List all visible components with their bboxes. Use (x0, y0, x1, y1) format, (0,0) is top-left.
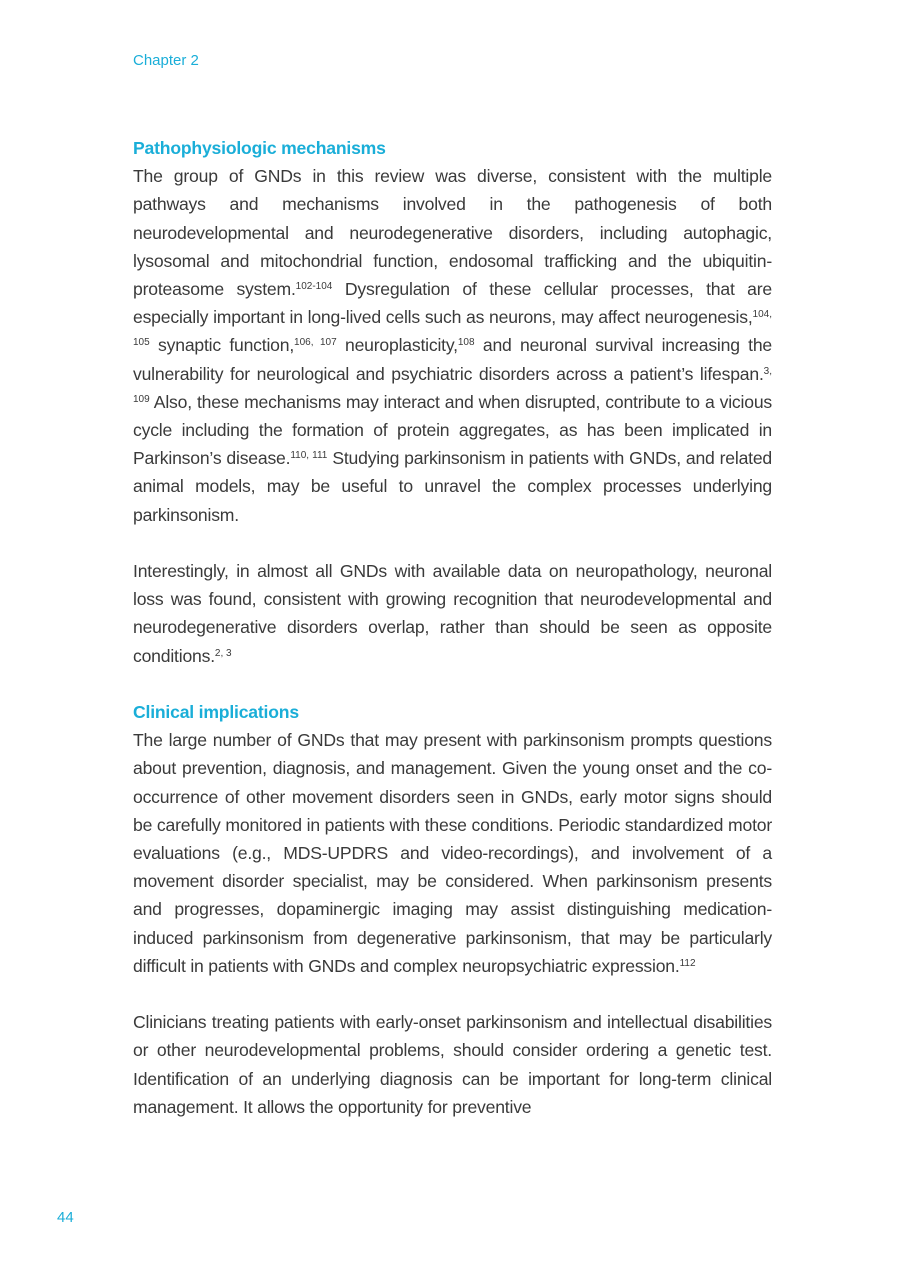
citation: 2, 3 (214, 647, 232, 659)
section-heading-clinical: Clinical implications (133, 702, 299, 723)
page-number: 44 (57, 1209, 74, 1226)
citation: 110, 111 (290, 450, 328, 462)
page-content (133, 134, 772, 1121)
citation: 3, 109 (133, 365, 772, 405)
citation: 104, 105 (133, 309, 772, 349)
paragraph-clinical-2: Clinicians treating patients with early-onset parkinsonism and intellectual disabilities or other neurodevelopmental problems, should consider ordering a genetic test. Identification of an underlying diagnosis can be important for long-term clinical management. It allows the opportunity for preventive (133, 1012, 772, 1117)
paragraph-pathophysiologic-1: The group of GNDs in this review was diverse, consistent with the multiple pathways and mechanisms involved in the pathogenesis of both neurodevelopmental and neurodegenerative disorders, including autophagic, lysosomal and mitochondrial function, endosomal trafficking and the ubiquitin-proteasome system.$^{102-104}$ Dysregulation of these cellular processes, that are especially important in long-lived cells such as neurons, may affect neurogenesis,$^{104, 105}$ synaptic function,$^{106, 107}$ neuroplasticity,$^{108}$ and neuronal survival increasing the vulnerability for neurological and psychiatric disorders across a patient’s lifespan.$^{3, 109}$ Also, these mechanisms may interact and when disrupted, contribute to a vicious cycle including the formation of protein aggregates, as has been implicated in Parkinson’s disease.$^{110, 111}$ Studying parkinsonism in patients with GNDs, and related animal models, may be useful to unravel the complex processes underlying parkinsonism. (133, 166, 773, 525)
citation: 112 (679, 957, 696, 969)
section-heading-pathophysiologic: Pathophysiologic mechanisms (133, 138, 386, 158)
citation: 108 (457, 337, 475, 349)
chapter-header: Chapter 2 (133, 52, 199, 69)
citation: 102-104 (295, 281, 333, 293)
paragraph-pathophysiologic-2: Interestingly, in almost all GNDs with available data on neuropathology, neuronal loss was found, consistent with growing recognition that neurodevelopmental and neurodegenerative disorders overlap, rather than should be seen as opposite conditions.$^{2, 3}$ (133, 561, 772, 666)
paragraph-clinical-1: The large number of GNDs that may present with parkinsonism prompts questions about prevention, diagnosis, and management. Given the young onset and the co-occurrence of other movement disorders seen in GNDs, early motor signs should be carefully monitored in patients with these conditions. Periodic standardized motor evaluations (e.g., MDS-UPDRS and video-recordings), and involvement of a movement disorder specialist, may be considered. When parkinsonism presents and progresses, dopaminergic imaging may assist distinguishing medication-induced parkinsonism from degenerative parkinsonism, that may be particularly difficult in patients with GNDs and complex neuropsychiatric expression.$^{112}$ (133, 730, 772, 976)
citation: 106, 107 (294, 337, 337, 349)
